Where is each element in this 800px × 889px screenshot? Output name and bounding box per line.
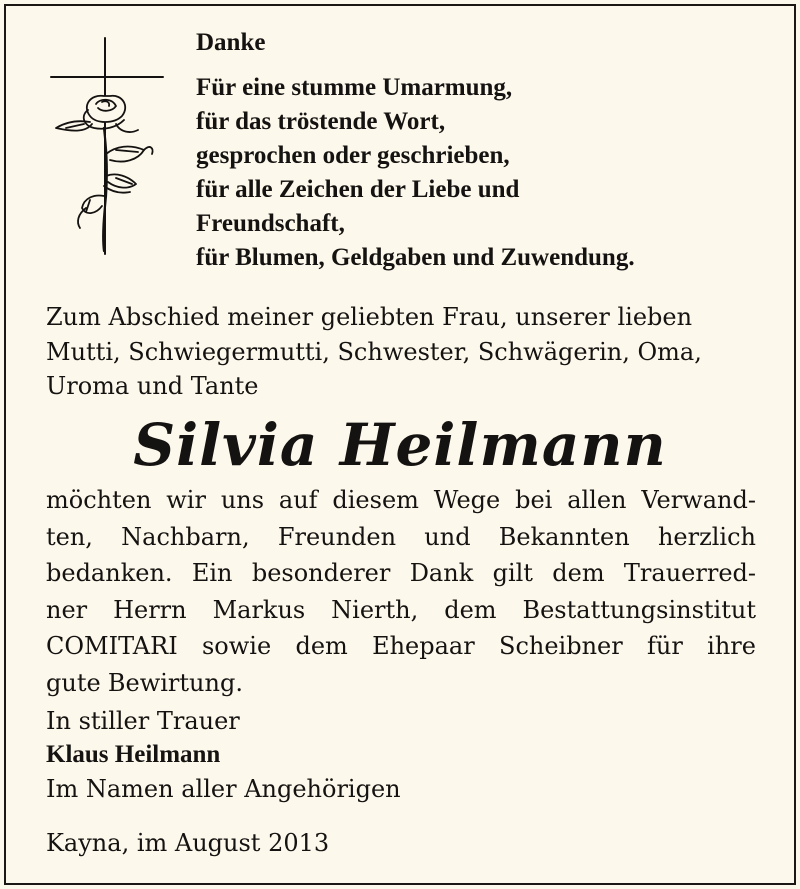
body-word: Verwand- <box>641 486 756 514</box>
body-word: bei <box>515 486 553 514</box>
body-word: Bewirtung. <box>107 668 243 697</box>
body-word: wir <box>166 486 206 514</box>
thanks-title: Danke <box>196 29 266 56</box>
signature-note: Im Namen aller Angehörigen <box>46 775 401 803</box>
body-word: und <box>424 522 471 551</box>
thanks-line: gesprochen oder geschrieben, <box>196 142 510 169</box>
body-word: Freunden <box>277 522 397 551</box>
body-line <box>46 555 756 592</box>
body-word: diesem <box>332 486 419 514</box>
body-word: Bekannten <box>498 522 630 551</box>
body-word: dem <box>444 595 497 624</box>
thanks-heading-block <box>196 26 635 275</box>
thanks-line: für das tröstende Wort, <box>196 108 446 135</box>
signature-intro: In stiller Trauer <box>46 707 240 735</box>
body-line <box>46 519 756 556</box>
place-and-date: Kayna, im August 2013 <box>46 829 330 857</box>
deceased-name: Silvia Heilmann <box>133 411 667 479</box>
body-word: Trauerred- <box>623 559 756 588</box>
body-word: sowie <box>201 632 272 661</box>
body-word: Wege <box>433 486 501 514</box>
body-word: auf <box>278 486 318 514</box>
intro-line: Uroma und Tante <box>46 372 259 400</box>
body-word: Scheibner <box>499 632 623 661</box>
body-line <box>46 628 756 665</box>
body-word: COMITARI <box>46 632 178 661</box>
body-word: Herrn <box>113 595 187 624</box>
body-line <box>46 665 756 702</box>
body-word: besonderer <box>251 559 391 588</box>
intro-paragraph <box>46 300 756 404</box>
body-word: herzlich <box>657 522 756 551</box>
intro-line: Zum Abschied meiner geliebten Frau, unserer lieben <box>46 303 693 331</box>
body-word: dem <box>295 632 348 661</box>
body-word: gilt <box>492 559 533 588</box>
body-word: ten, <box>46 522 93 551</box>
body-word: Bestattungsinstitut <box>522 595 756 624</box>
body-word: dem <box>552 559 605 588</box>
thanks-paragraph <box>46 482 756 702</box>
body-word: Markus <box>212 595 306 624</box>
body-word: Nachbarn, <box>121 522 250 551</box>
body-word: uns <box>220 486 265 514</box>
body-line <box>46 592 756 629</box>
body-word: Ehepaar <box>372 632 475 661</box>
body-word: Ein <box>191 559 233 588</box>
intro-line: Mutti, Schwiegermutti, Schwester, Schwägerin, Oma, <box>46 337 702 366</box>
body-word: Nierth, <box>331 595 419 624</box>
body-word: ner <box>46 595 88 624</box>
thanks-line: Für eine stumme Umarmung, <box>196 74 513 101</box>
body-word: gute <box>46 668 101 697</box>
cross-with-rose-icon <box>46 36 171 256</box>
body-word: für <box>647 632 683 661</box>
body-word: möchten <box>46 486 152 514</box>
thanks-line: für alle Zeichen der Liebe und <box>196 176 520 203</box>
thanks-line: für Blumen, Geldgaben und Zuwendung. <box>196 244 635 271</box>
body-word: allen <box>567 486 627 514</box>
body-word: ihre <box>707 632 756 661</box>
signature-name: Klaus Heilmann <box>46 741 221 768</box>
thanks-line: Freundschaft, <box>196 210 345 237</box>
signature-block <box>46 704 401 806</box>
body-word: Dank <box>409 559 474 588</box>
body-line <box>46 482 756 519</box>
body-word: bedanken. <box>46 559 173 588</box>
